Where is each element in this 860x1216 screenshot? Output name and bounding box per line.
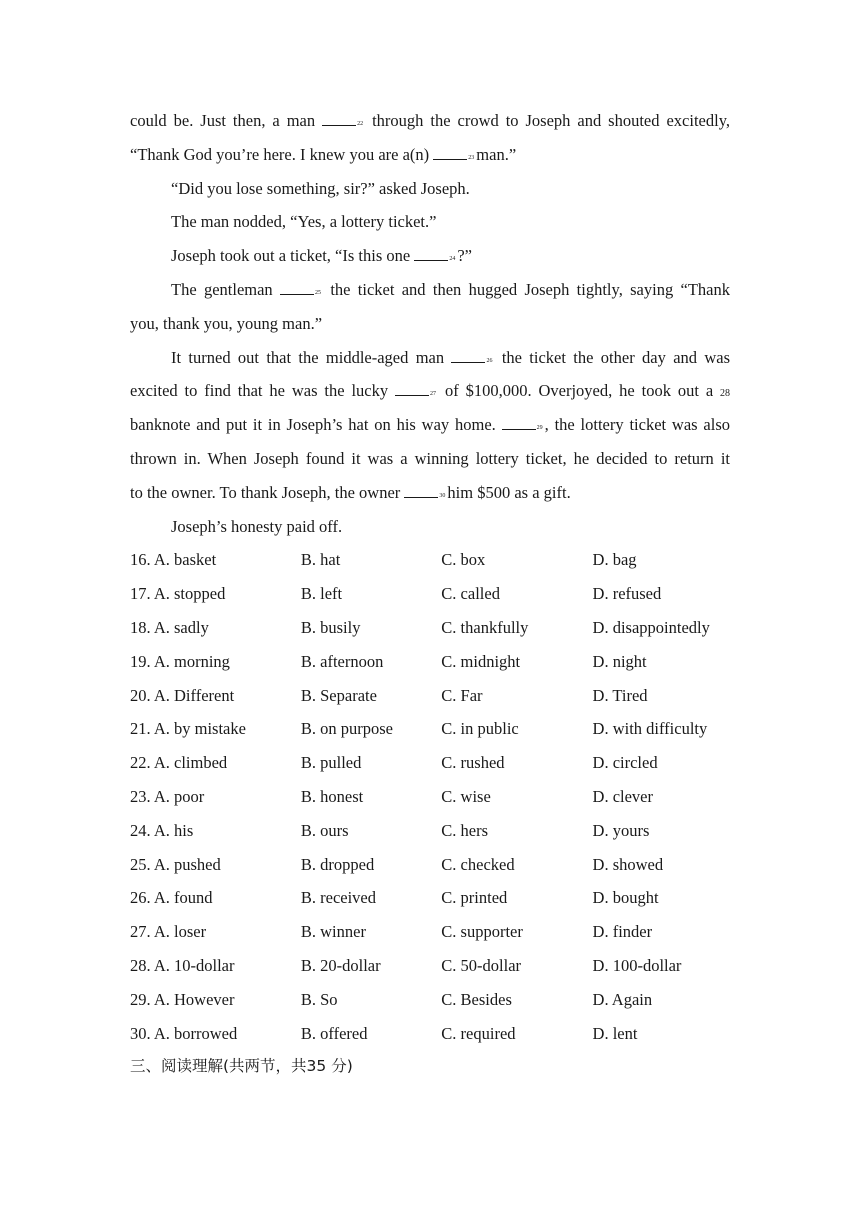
option-b: B. So bbox=[300, 989, 338, 1009]
answer-blank bbox=[404, 485, 438, 498]
document-page bbox=[130, 104, 730, 1084]
passage-text: It turned out that the middle-aged man bbox=[171, 347, 445, 367]
answer-blank bbox=[433, 147, 467, 160]
option-a: 16. A. basket bbox=[130, 550, 217, 570]
passage-text: Joseph took out a ticket, “Is this one bbox=[171, 246, 411, 266]
passage-text: the ticket and then hugged Joseph tightly, saying “Thank bbox=[330, 279, 730, 299]
option-b: B. received bbox=[300, 888, 377, 908]
option-a: 26. A. found bbox=[130, 888, 213, 908]
option-d: D. yours bbox=[592, 820, 650, 840]
passage-line bbox=[130, 442, 730, 476]
question-row bbox=[130, 848, 730, 882]
passage-text: Joseph’s honesty paid off. bbox=[171, 516, 343, 536]
option-d: D. finder bbox=[592, 922, 653, 942]
passage-text: The gentleman bbox=[171, 279, 273, 299]
question-row bbox=[130, 712, 730, 746]
option-c: C. 50-dollar bbox=[441, 955, 522, 975]
option-c: C. wise bbox=[441, 786, 491, 806]
option-c: C. thankfully bbox=[441, 617, 529, 637]
passage-text: you, thank you, young man.” bbox=[130, 313, 323, 333]
option-a: 28. A. 10-dollar bbox=[130, 955, 235, 975]
question-row bbox=[130, 949, 730, 983]
option-b: B. 20-dollar bbox=[300, 955, 381, 975]
passage-text: through the crowd to Joseph and shouted excitedly, bbox=[372, 111, 731, 130]
passage-line bbox=[130, 408, 730, 442]
passage-text: , the lottery ticket was also bbox=[544, 415, 730, 435]
option-b: B. ours bbox=[300, 820, 349, 840]
passage-text: “Thank God you’re here. I knew you are a(n) bbox=[130, 144, 430, 164]
option-a: 25. A. pushed bbox=[130, 854, 221, 874]
answer-blank bbox=[395, 383, 429, 396]
option-c: C. rushed bbox=[441, 753, 505, 773]
answer-blank bbox=[414, 248, 448, 261]
option-b: B. Separate bbox=[300, 685, 377, 705]
option-b: B. on purpose bbox=[300, 719, 393, 739]
passage-text: man.” bbox=[476, 144, 517, 164]
option-b: B. dropped bbox=[300, 854, 375, 874]
passage-line bbox=[130, 104, 730, 138]
question-row bbox=[130, 746, 730, 780]
option-b: B. honest bbox=[300, 786, 364, 806]
passage-text: banknote and put it in Joseph’s hat on his way home. bbox=[130, 415, 496, 435]
option-b: B. winner bbox=[300, 922, 366, 942]
option-c: C. midnight bbox=[441, 651, 521, 671]
question-row bbox=[130, 881, 730, 915]
passage-line bbox=[130, 510, 730, 544]
option-d: D. night bbox=[592, 651, 647, 671]
option-d: D. bought bbox=[592, 888, 659, 908]
blank-number: 30 bbox=[439, 492, 446, 499]
option-b: B. left bbox=[300, 584, 343, 604]
answer-blank bbox=[280, 282, 314, 295]
option-c: C. printed bbox=[441, 888, 508, 908]
question-row bbox=[130, 983, 730, 1017]
option-a: 23. A. poor bbox=[130, 786, 205, 806]
passage-line bbox=[130, 239, 730, 273]
option-c: C. checked bbox=[441, 854, 515, 874]
blank-number: 27 bbox=[430, 391, 437, 398]
passage-text: could be. Just then, a man bbox=[130, 111, 316, 130]
passage-line bbox=[130, 476, 730, 510]
option-b: B. offered bbox=[300, 1023, 368, 1043]
passage-text: to the owner. To thank Joseph, the owner bbox=[130, 482, 401, 502]
passage-text: the ticket the other day and was bbox=[501, 347, 731, 367]
blank-number: 29 bbox=[536, 425, 543, 432]
passage-line bbox=[130, 374, 730, 408]
option-d: D. Again bbox=[592, 989, 653, 1009]
option-d: D. Tired bbox=[592, 685, 648, 705]
option-b: B. busily bbox=[300, 617, 361, 637]
blank-number: 22 bbox=[357, 121, 364, 127]
blank-number: 23 bbox=[468, 154, 475, 161]
question-row bbox=[130, 611, 730, 645]
option-c: C. box bbox=[441, 550, 486, 570]
question-row bbox=[130, 814, 730, 848]
passage-line bbox=[130, 172, 730, 206]
answer-blank bbox=[451, 350, 485, 363]
option-d: D. disappointedly bbox=[592, 617, 710, 637]
passage-text: of $100,000. Overjoyed, he took out a bbox=[444, 381, 714, 401]
question-row bbox=[130, 645, 730, 679]
option-c: C. required bbox=[441, 1023, 516, 1043]
blank-number: 24 bbox=[449, 256, 456, 263]
answer-blank bbox=[322, 113, 356, 126]
option-d: D. with difficulty bbox=[592, 719, 708, 739]
blank-number: 25 bbox=[315, 289, 321, 296]
passage-text: thrown in. When Joseph found it was a winning lottery ticket, he decided to return it bbox=[130, 448, 730, 468]
question-options bbox=[130, 543, 730, 1050]
option-d: D. lent bbox=[592, 1023, 638, 1043]
option-a: 22. A. climbed bbox=[130, 753, 228, 773]
option-d: D. refused bbox=[592, 584, 662, 604]
option-a: 27. A. loser bbox=[130, 922, 207, 942]
question-row bbox=[130, 780, 730, 814]
passage-line bbox=[130, 138, 730, 172]
passage-text: The man nodded, “Yes, a lottery ticket.” bbox=[171, 212, 437, 232]
question-row bbox=[130, 915, 730, 949]
passage-line bbox=[130, 205, 730, 239]
option-a: 21. A. by mistake bbox=[130, 719, 246, 739]
question-row bbox=[130, 577, 730, 611]
question-row bbox=[130, 543, 730, 577]
option-c: C. supporter bbox=[441, 922, 523, 942]
question-row bbox=[130, 679, 730, 713]
option-c: C. called bbox=[441, 584, 500, 604]
blank-number: 28 bbox=[720, 388, 731, 400]
option-d: D. circled bbox=[592, 753, 658, 773]
section-title: 三、阅读理解(共两节，共35 分) bbox=[130, 1057, 353, 1076]
option-a: 20. A. Different bbox=[130, 685, 235, 705]
option-a: 19. A. morning bbox=[130, 651, 230, 671]
option-a: 18. A. sadly bbox=[130, 617, 209, 637]
answer-blank bbox=[502, 417, 536, 430]
option-a: 24. A. his bbox=[130, 820, 194, 840]
passage-text: excited to find that he was the lucky bbox=[130, 381, 389, 401]
option-b: B. pulled bbox=[300, 753, 362, 773]
option-a: 17. A. stopped bbox=[130, 584, 226, 604]
passage-text: “Did you lose something, sir?” asked Joseph. bbox=[171, 178, 470, 198]
passage-line bbox=[130, 341, 730, 375]
option-d: D. showed bbox=[592, 854, 664, 874]
option-c: C. hers bbox=[441, 820, 489, 840]
question-row bbox=[130, 1017, 730, 1051]
passage-line bbox=[130, 307, 730, 341]
option-c: C. Far bbox=[441, 685, 483, 705]
option-b: B. afternoon bbox=[300, 651, 384, 671]
blank-number: 26 bbox=[486, 357, 493, 364]
option-a: 30. A. borrowed bbox=[130, 1023, 238, 1043]
option-c: C. in public bbox=[441, 719, 519, 739]
option-c: C. Besides bbox=[441, 989, 512, 1009]
option-d: D. bag bbox=[592, 550, 637, 570]
option-d: D. 100-dollar bbox=[592, 955, 682, 975]
passage-text: ?” bbox=[457, 246, 472, 266]
option-a: 29. A. However bbox=[130, 989, 235, 1009]
passage-text: him $500 as a gift. bbox=[447, 482, 571, 502]
option-d: D. clever bbox=[592, 786, 653, 806]
option-b: B. hat bbox=[300, 550, 341, 570]
passage-line bbox=[130, 273, 730, 307]
